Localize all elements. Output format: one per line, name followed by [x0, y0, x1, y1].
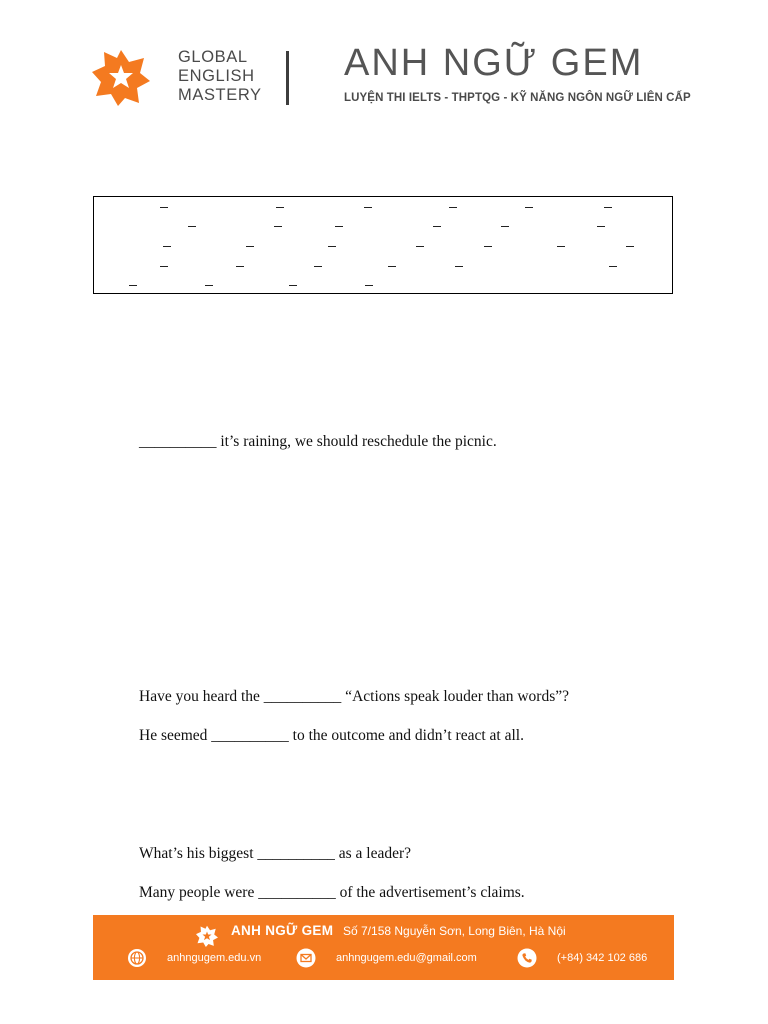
brand-line-global: GLOBAL	[178, 48, 248, 66]
word-slot	[160, 266, 168, 267]
word-slot	[289, 285, 297, 286]
brand-title: ANH NGỮ GEM	[344, 42, 644, 84]
word-slot	[501, 226, 509, 227]
word-slot	[163, 246, 171, 247]
word-slot	[335, 226, 343, 227]
word-slot	[205, 285, 213, 286]
header	[0, 0, 768, 120]
exercise-sentence-1: __________ it’s raining, we should reschedule the picnic.	[139, 433, 497, 450]
footer-phone[interactable]: (+84) 342 102 686	[557, 952, 648, 964]
footer-brand: ANH NGỮ GEM	[231, 923, 334, 938]
word-slot	[364, 207, 372, 208]
word-slot	[449, 207, 457, 208]
gem-star-logo-icon	[92, 48, 150, 106]
brand-tagline	[178, 48, 262, 105]
footer-address: Số 7/158 Nguyễn Sơn, Long Biên, Hà Nội	[343, 924, 566, 938]
word-slot	[276, 207, 284, 208]
word-slot	[604, 207, 612, 208]
exercise-sentence-4: What’s his biggest __________ as a leader?	[139, 845, 412, 862]
brand-subtitle: LUYỆN THI IELTS - THPTQG - KỸ NĂNG NGÔN NGỮ LIÊN CẤP	[344, 92, 691, 104]
exercise-sentence-3: He seemed __________ to the outcome and didn’t react at all.	[139, 727, 524, 744]
exercise-sentence-2: Have you heard the __________ “Actions speak louder than words”?	[139, 688, 570, 705]
word-slot	[160, 207, 168, 208]
globe-icon	[127, 948, 147, 968]
word-slot	[626, 246, 634, 247]
word-slot	[314, 266, 322, 267]
header-divider	[286, 51, 289, 105]
exercise-sentence-5: Many people were __________ of the advertisement’s claims.	[139, 884, 525, 901]
word-slot	[388, 266, 396, 267]
word-slot	[236, 266, 244, 267]
word-slot	[597, 226, 605, 227]
word-slot	[365, 285, 373, 286]
word-box	[93, 196, 673, 294]
footer-banner	[93, 915, 674, 980]
word-slot	[416, 246, 424, 247]
footer-email[interactable]: anhngugem.edu@gmail.com	[336, 952, 477, 964]
word-slot	[455, 266, 463, 267]
word-slot	[246, 246, 254, 247]
word-slot	[274, 226, 282, 227]
brand-line-english: ENGLISH	[178, 67, 255, 85]
word-slot	[328, 246, 336, 247]
mail-icon	[296, 948, 316, 968]
word-slot	[129, 285, 137, 286]
word-slot	[609, 266, 617, 267]
word-slot	[188, 226, 196, 227]
word-slot	[525, 207, 533, 208]
brand-line-mastery: MASTERY	[178, 86, 262, 104]
word-slot	[433, 226, 441, 227]
word-slot	[557, 246, 565, 247]
gem-star-logo-icon	[196, 925, 218, 947]
footer-website[interactable]: anhngugem.edu.vn	[167, 952, 262, 964]
phone-icon	[517, 948, 537, 968]
word-slot	[484, 246, 492, 247]
